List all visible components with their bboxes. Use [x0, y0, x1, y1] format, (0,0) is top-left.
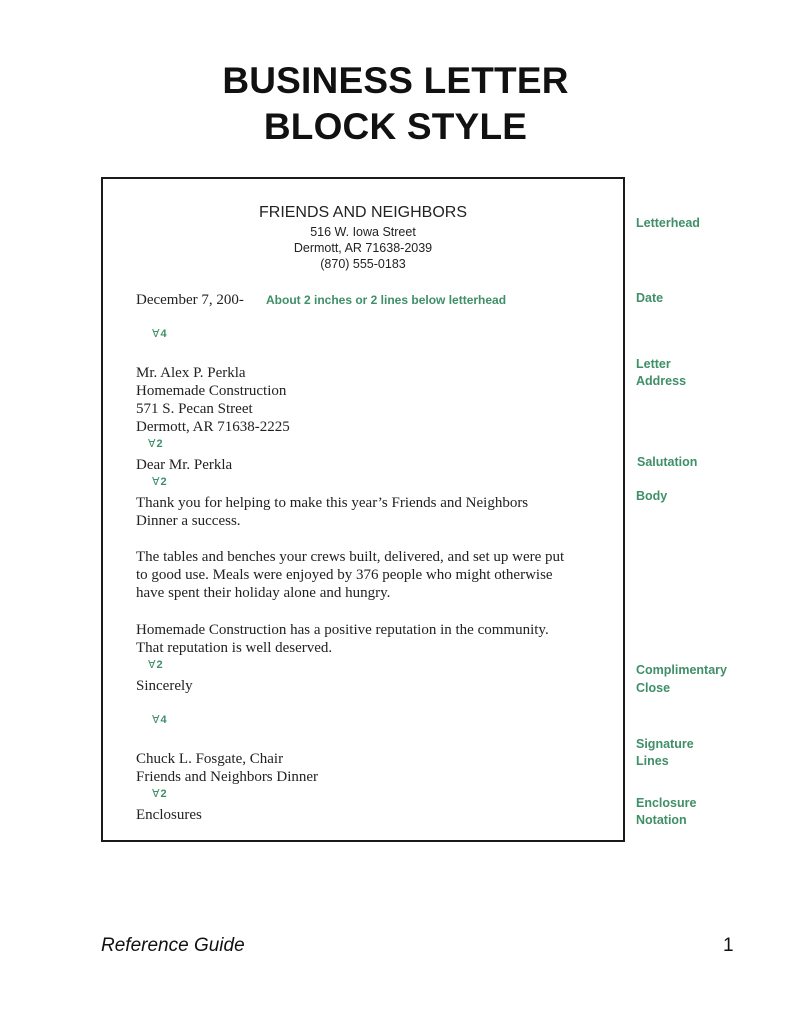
letterhead-phone: (870) 555-0183	[320, 257, 406, 271]
side-label-salutation: Salutation	[637, 455, 698, 469]
address-line-1: Mr. Alex P. Perkla	[136, 365, 246, 381]
spacing-mark: ∀2	[148, 438, 163, 450]
return-symbol-icon: ∀	[148, 659, 156, 671]
return-symbol-icon: ∀	[152, 328, 160, 340]
signature-line-1: Chuck L. Fosgate, Chair	[136, 751, 284, 767]
spacing-mark: ∀4	[152, 714, 167, 726]
salutation: Dear Mr. Perkla	[136, 457, 233, 473]
address-line-3: 571 S. Pecan Street	[136, 401, 253, 417]
return-symbol-icon: ∀	[152, 476, 160, 488]
body-paragraph-2-line-1: The tables and benches your crews built, delivered, and set up were put	[136, 549, 565, 565]
side-label-letterhead: Letterhead	[636, 216, 700, 230]
spacing-mark: ∀4	[152, 328, 167, 340]
body-paragraph-1-line-1: Thank you for helping to make this year’s Friends and Neighbors	[136, 495, 529, 511]
body-paragraph-3-line-1: Homemade Construction has a positive reputation in the community.	[136, 622, 549, 638]
address-line-4: Dermott, AR 71638-2225	[136, 419, 290, 435]
letterhead-street: 516 W. Iowa Street	[310, 225, 416, 239]
page-title	[0, 58, 791, 150]
return-symbol-icon: ∀	[152, 788, 160, 800]
side-label-body: Body	[636, 489, 668, 503]
body-paragraph-2-line-3: have spent their holiday alone and hungry.	[136, 585, 391, 601]
side-label-complimentary-close: Complimentary Close	[636, 663, 727, 695]
letterhead-name: FRIENDS AND NEIGHBORS	[258, 204, 468, 221]
spacing-mark: ∀2	[152, 476, 167, 488]
side-label-date: Date	[636, 291, 664, 305]
side-label-letter-address: Letter Address	[636, 357, 687, 388]
body-paragraph-3-line-2: That reputation is well deserved.	[136, 640, 333, 656]
complimentary-close: Sincerely	[136, 678, 193, 694]
page-number: 1	[723, 935, 734, 956]
title-line-2: BLOCK STYLE	[263, 106, 528, 147]
date-placement-note: About 2 inches or 2 lines below letterhead	[266, 293, 507, 307]
letterhead-city: Dermott, AR 71638-2039	[293, 241, 433, 255]
enclosure-notation: Enclosures	[136, 807, 202, 823]
title-line-1: BUSINESS LETTER	[222, 60, 569, 101]
signature-line-2: Friends and Neighbors Dinner	[136, 769, 319, 785]
footer-label: Reference Guide	[101, 935, 245, 956]
address-line-2: Homemade Construction	[136, 383, 287, 399]
letter-date: December 7, 200-	[136, 292, 244, 308]
return-symbol-icon: ∀	[152, 714, 160, 726]
return-symbol-icon: ∀	[148, 438, 156, 450]
body-paragraph-1-line-2: Dinner a success.	[136, 513, 241, 529]
spacing-mark: ∀2	[148, 659, 163, 671]
side-label-enclosure-notation: Enclosure Notation	[636, 796, 697, 827]
body-paragraph-2-line-2: to good use. Meals were enjoyed by 376 people who might otherwise	[136, 567, 553, 583]
spacing-mark: ∀2	[152, 788, 167, 800]
side-label-signature-lines: Signature Lines	[636, 737, 694, 768]
